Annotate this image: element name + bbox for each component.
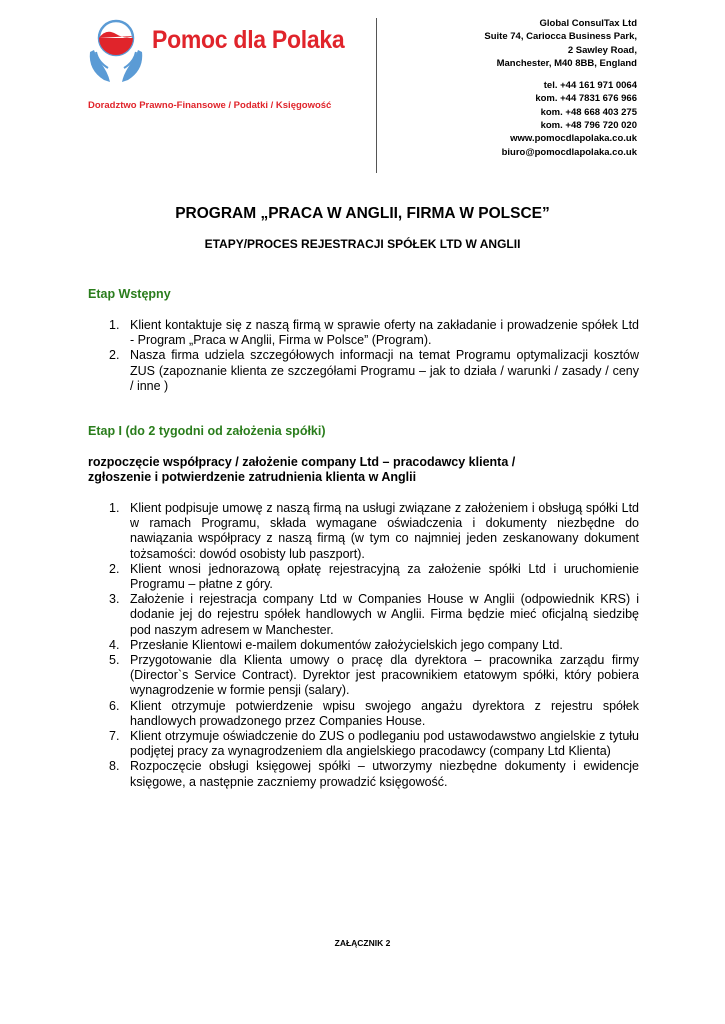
list-item <box>88 592 639 638</box>
list-item-text: Przygotowanie dla Klienta umowy o pracę dla dyrektora – pracownika zarządu firmy (Director`s Service Contract). Dyrektor jest pracownikiem etatowym spółki, który pobiera wynagrodzenie w formie pensji (salary). <box>130 653 639 698</box>
brand-tagline: Doradztwo Prawno-Finansowe / Podatki / Księgowość <box>88 100 332 111</box>
list-item <box>88 501 639 562</box>
list-item <box>88 638 639 653</box>
stage-one-intro <box>88 455 648 485</box>
list-item-text: Klient otrzymuje potwierdzenie wpisu swojego angażu dyrektora z rejestru spółek handlowych prowadzonego przez Companies House. <box>130 698 639 728</box>
list-number: 2. <box>109 561 120 576</box>
company-address <box>484 17 637 159</box>
list-item-text: Klient otrzymuje oświadczenie do ZUS o podleganiu pod ustawodawstwo angielskie z tytułu podjętej pracy za wynagrodzeniem dla angielskiego pracodawcy (company Ltd Klienta) <box>130 729 639 759</box>
header-divider <box>376 18 377 173</box>
address-line: Suite 74, Cariocca Business Park, <box>484 31 637 43</box>
list-item-text: Rozpoczęcie obsługi księgowej spółki – utworzymy niezbędne dokumenty i ewidencje księgowe, a następnie zaczniemy prowadzić księgowość. <box>130 759 639 789</box>
list-number: 5. <box>109 653 120 668</box>
list-number: 7. <box>109 729 120 744</box>
mobile-line: kom. +44 7831 676 966 <box>535 93 637 105</box>
document-title: PROGRAM „PRACA W ANGLII, FIRMA W POLSCE” <box>175 205 550 222</box>
list-number: 8. <box>109 759 120 774</box>
company-logo <box>86 14 371 86</box>
list-number: 3. <box>109 592 120 607</box>
address-line: Manchester, M40 8BB, England <box>496 57 637 69</box>
list-number: 6. <box>109 698 120 713</box>
list-number: 4. <box>109 637 120 652</box>
address-line: Global ConsulTax Ltd <box>539 18 637 29</box>
website-link[interactable]: www.pomocdlapolaka.co.uk <box>510 133 637 145</box>
list-number: 2. <box>109 348 120 363</box>
list-item-text: Klient podpisuje umowę z naszą firmą na usługi związane z założeniem i obsługą spółki Ltd w ramach Programu, składa wymagane oświadczenia i dokumenty niezbędne do nawiązania współpracy z naszą firmą (w tym co najmniej jeden zeskanowany dokument tożsamości: dowód osobisty lub paszport). <box>130 501 639 561</box>
list-item-text: Nasza firma udziela szczegółowych informacji na temat Programu optymalizacji kosztów ZUS (zapoznanie klienta ze szczegółami Programu – jak to działa / warunki / zasady / ceny / inne ) <box>130 348 639 393</box>
intro-line: zgłoszenie i potwierdzenie zatrudnienia klienta w Anglii <box>88 470 417 484</box>
list-number: 1. <box>109 501 120 515</box>
list-item <box>88 562 639 592</box>
intro-line: rozpoczęcie współpracy / założenie company Ltd – pracodawcy klienta / <box>88 455 516 469</box>
preliminary-steps-list <box>88 318 639 394</box>
document-subtitle: ETAPY/PROCES REJESTRACJI SPÓŁEK LTD W ANGLII <box>204 237 521 251</box>
section-heading-preliminary: Etap Wstępny <box>88 287 171 301</box>
mobile-line: kom. +48 668 403 275 <box>540 106 637 118</box>
list-item <box>88 729 639 759</box>
list-number: 1. <box>109 318 120 332</box>
list-item-text: Przesłanie Klientowi e-mailem dokumentów założycielskich jego company Ltd. <box>130 637 563 652</box>
list-item-text: Założenie i rejestracja company Ltd w Companies House w Anglii (odpowiednik KRS) i dodanie jej do rejestru spółek handlowych w Anglii. Firma będzie mieć oficjalną siedzibę pod naszym adresem w Manchester. <box>130 592 639 637</box>
list-item-text: Klient kontaktuje się z naszą firmą w sprawie oferty na zakładanie i prowadzenie spółek Ltd - Program „Praca w Anglii, Firma w Polsce” (Program). <box>130 318 639 348</box>
list-item-text: Klient wnosi jednorazową opłatę rejestracyjną za założenie spółki Ltd i uruchomienie Programu – płatne z góry. <box>130 561 639 592</box>
section-heading-stage-one: Etap I (do 2 tygodni od założenia spółki) <box>88 424 326 438</box>
attachment-label: ZAŁĄCZNIK 2 <box>334 938 391 948</box>
list-item <box>88 759 639 789</box>
brand-name: Pomoc dla Polaka <box>152 26 345 54</box>
list-item <box>88 318 639 348</box>
email-link[interactable]: biuro@pomocdlapolaka.co.uk <box>501 146 637 158</box>
phone-line: tel. +44 161 971 0064 <box>543 80 637 92</box>
stage-one-steps-list <box>88 501 639 790</box>
list-item <box>88 653 639 699</box>
heart-hands-icon <box>86 14 152 86</box>
list-item <box>88 699 639 729</box>
list-item <box>88 348 639 394</box>
address-line: 2 Sawley Road, <box>567 44 637 56</box>
mobile-line: kom. +48 796 720 020 <box>540 120 637 132</box>
